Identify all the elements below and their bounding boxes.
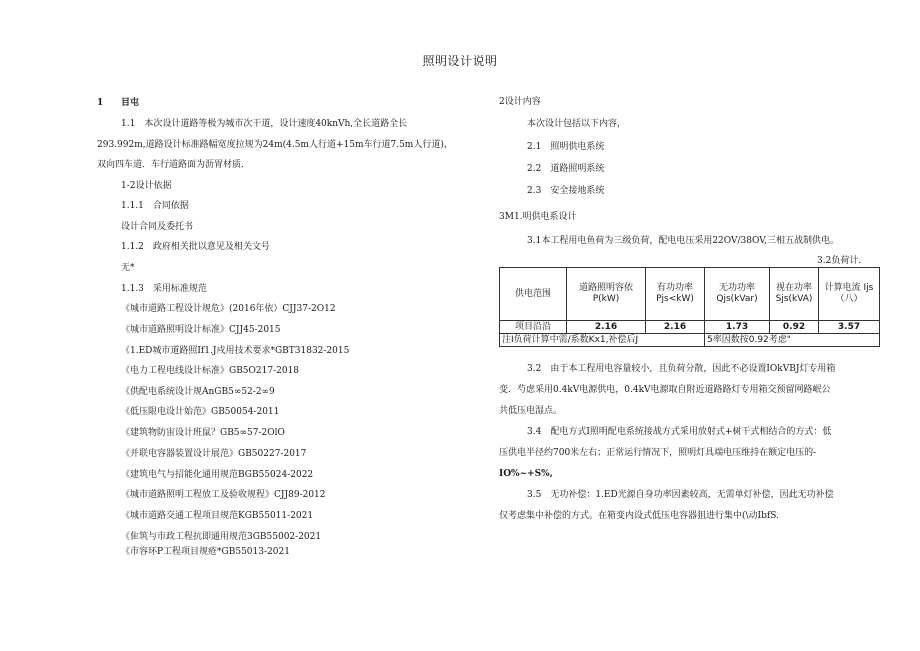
table-row [500,321,880,334]
standard-item: 《供配电系统设计规AnGB5∞52-2∞9 [121,387,275,397]
content-item: 2.1 照明供电系统 [527,142,605,152]
paragraph-1-1-line-2: 293.992m,道路设计标准路幅宽度拉规为24m(4.5m人行道+15m车行道7.5m人行道)， [97,140,453,150]
section-1-1-1-text: 设计合同及委托书 [121,222,194,232]
standard-item: 《低压限电设计始范》GB50054-2011 [121,407,280,417]
table-note-right: 5率因数按0.92考虑" [705,334,880,347]
table-note-left: 注I负荷计算中需/系数Kx1,补偿后J [500,334,705,347]
paragraph-3-2-line-3: 共低压电湿点。 [499,406,563,416]
section-2-intro: 本次设计包括以下内容， [527,119,627,129]
standard-item: 《城市道路交通工程项目规范KGB55011-2021 [121,511,314,521]
standard-item: 《城市道路工程设计规危》(2016年依）CJJ37-2O12 [121,304,336,314]
content-item: 2.3 安全接地系统 [527,186,605,196]
section-1-heading: 目屯 [121,98,140,108]
table-cell: 2.16 [567,321,646,334]
paragraph-3-5-line-2: 仅考虑集中补偿的方式。在箱变内设式低压电容器狙进行集中(\动IbfS. [499,511,779,521]
table-cell: 2.16 [646,321,705,334]
content-item: 2.2 道路照明系统 [527,164,605,174]
table-cell: 1.73 [705,321,770,334]
table-header-cell: 供电范围 [500,268,567,321]
standard-item: 《城市道路照明工程放工及验收规程》CJJ89-2012 [121,490,326,500]
section-1-1-3-heading: 1.1.3 采用标准规范 [121,284,207,294]
table-note-row [500,334,880,347]
standard-item: 《隹筑与市政工程抗即通用规范3GB55002-2021 [121,532,322,542]
table-header-cell: 有功功率 Pjs<kW) [646,268,705,321]
standard-item: 《建筑电气与招能化通用规范BGB55024-2022 [121,470,314,480]
standard-item: 《城市道路照明设计标准》CJJ45-2015 [121,325,281,335]
standard-item: 《市容环P工程项目规疮*GB55013-2021 [121,547,290,557]
paragraph-3-1: 3.1本工程用电鱼荷为三级负荷，配电电压采用22OV/38OV,三相五战制供电。 [527,236,839,246]
load-calculation-table [499,267,880,347]
section-1-2-heading: 1-2设计依据 [121,181,172,191]
table-header-cell: 无功功率 Qjs(kVar) [705,268,770,321]
section-1-number: 1 [97,98,104,108]
standard-item: 《建筑物防宙设计班鼠？GB5∞57-2OlO [121,428,285,438]
standard-item: 《并联电容器装置设计展范》GB50227-2017 [121,449,307,459]
table-cell: 3.57 [819,321,880,334]
table-caption: 3.2负荷计. [817,256,862,266]
section-1-1-1-heading: 1.1.1 合同依据 [121,201,189,211]
table-header-cell: 道路照明容依 P(kW) [567,268,646,321]
paragraph-3-4-line-2: 压供电半径约700米左右；正常运行情况下，照明灯具端电压维持在额定电压的- [499,448,817,458]
section-2-heading: 2设计内容 [499,97,541,107]
paragraph-3-2-line-1: 3.2 由于本工程用电容量较小，且负荷分散，因此不必设置IOkVBJ灯专用箱 [527,364,836,374]
section-3-heading: 3M1.明供电系设计 [499,212,577,222]
paragraph-1-1-line-3: 双向四车道．车行道路面为沥胃材质． [97,160,251,170]
table-header-cell: 计算电流 Ijs（八） [819,268,880,321]
table-cell: 项目沿沿 [500,321,567,334]
paragraph-3-4-line-3: IO%~+S%, [499,469,553,479]
table-header-cell: 视在功率 Sjs(kVA) [770,268,819,321]
standard-item: 《1.ED城市道路照If1.J戍用技术要求*GBT31832-2015 [121,346,350,356]
page-title: 照明设计说明 [422,54,498,68]
paragraph-3-2-line-2: 变．芍虑采用0.4kV电源供电，0.4kV电源取自附近道路路灯专用箱交预留网路岷公 [499,385,831,395]
section-1-1-2-heading: 1.1.2 政府相关批以意见及相关文号 [121,242,270,252]
paragraph-3-5-line-1: 3.5 无功补偿：1.ED光源自身功率因素较高，无需单灯补偿，因此无功补偿 [527,490,834,500]
table-cell: 0.92 [770,321,819,334]
paragraph-3-4-line-1: 3.4 配电方式I照明配电系统接战方式采用放射式+树干式相结合的方式：低 [527,427,832,437]
section-1-1-2-text: 无* [121,263,135,273]
standard-item: 《电力工程电线设计标准》GB5O217-2018 [121,366,300,376]
table-header-row [500,268,880,321]
paragraph-1-1-line-1: 1.1 本次设计道路等极为城市次干道，设计速度40knVh,全长道路全长 [121,119,408,129]
